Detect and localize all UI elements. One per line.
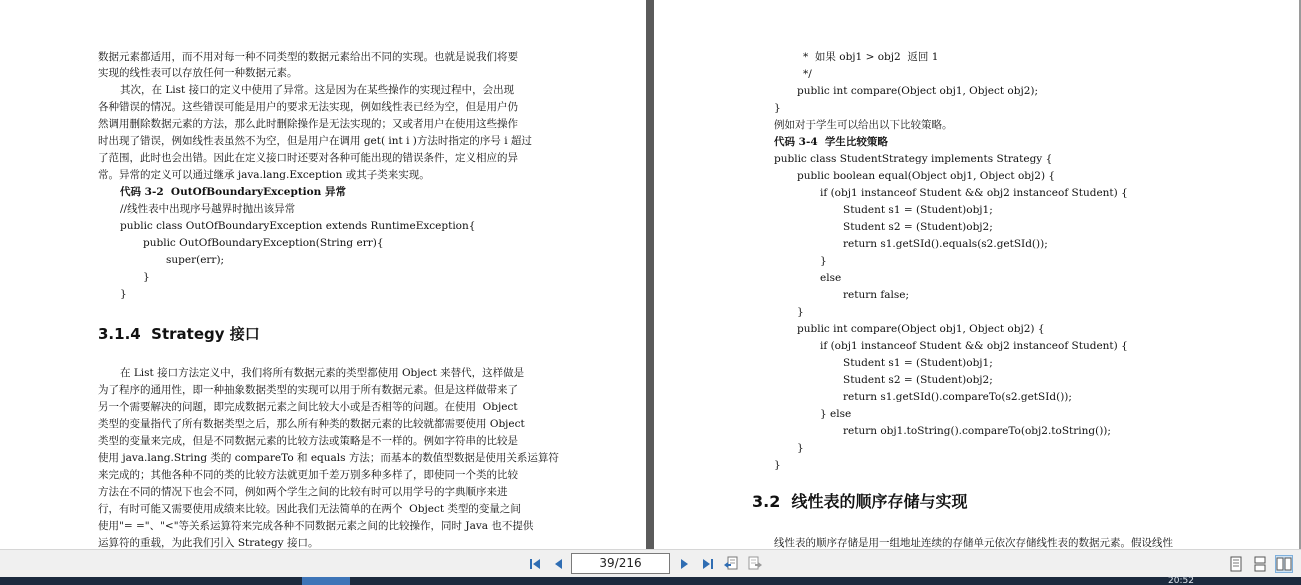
code-line: }	[820, 255, 827, 267]
single-page-view-icon[interactable]	[1227, 555, 1245, 573]
page-number-input[interactable]: 39/216	[571, 553, 670, 574]
body-text-line: 类型的变量来完成，但是不同数据元素的比较方法或策略是不一样的。例如字符串的比较是	[98, 435, 518, 447]
code-title: 代码 3-4 学生比较策略	[774, 136, 888, 148]
code-line: }	[774, 459, 781, 471]
code-line: } else	[820, 408, 852, 420]
code-line: public OutOfBoundaryException(String err){	[143, 237, 384, 249]
body-text-line: 然调用删除数据元素的方法，那么此时删除操作是无法实现的；又或者用户在使用这些操作	[98, 118, 518, 130]
body-text-line: 线性表的顺序存储是用一组地址连续的存储单元依次存储线性表的数据元素。假设线性	[774, 537, 1173, 549]
next-page-icon[interactable]	[675, 555, 693, 573]
go-back-icon[interactable]	[722, 555, 740, 573]
go-forward-icon[interactable]	[746, 555, 764, 573]
code-line: return false;	[843, 289, 909, 301]
first-page-icon[interactable]	[526, 555, 544, 573]
page-gutter	[646, 0, 654, 549]
body-text-line: 为了程序的通用性，即一种抽象数据类型的实现可以用于所有数据元素。但是这样做带来了	[98, 384, 518, 396]
code-line: return obj1.toString().compareTo(obj2.toString());	[843, 425, 1111, 437]
code-line: Student s2 = (Student)obj2;	[843, 221, 993, 233]
code-line: }	[143, 271, 150, 283]
code-line: }	[797, 442, 804, 454]
body-text-line: 各种错误的情况。这些错误可能是用户的要求无法实现，例如线性表已经为空，但是用户仍	[98, 101, 518, 113]
taskbar-clock: 20:52	[1168, 576, 1194, 585]
body-text-line: 其次，在 List 接口的定义中使用了异常。这是因为在某些操作的实现过程中，会出现	[120, 84, 515, 96]
body-text-line: 方法在不同的情况下也会不同，例如两个学生之间的比较有时可以用学号的字典顺序来进	[98, 486, 508, 498]
navigation-toolbar	[0, 549, 1301, 577]
code-line: //线性表中出现序号越界时抛出该异常	[120, 203, 296, 215]
code-line: Student s1 = (Student)obj1;	[843, 204, 993, 216]
body-text-line: 实现的线性表可以存放任何一种数据元素。	[98, 67, 298, 79]
code-line: public boolean equal(Object obj1, Object obj2) {	[797, 170, 1056, 182]
code-line: return s1.getSId().compareTo(s2.getSId());	[843, 391, 1072, 403]
taskbar	[0, 577, 1301, 585]
code-line: if (obj1 instanceof Student && obj2 instanceof Student) {	[820, 187, 1128, 199]
right-page	[654, 0, 1301, 549]
body-text-line: 时出现了错误，例如线性表虽然不为空，但是用户在调用 get( int i )方法时指定的序号 i 超过	[98, 135, 532, 147]
previous-page-icon[interactable]	[550, 555, 568, 573]
body-text-line: 使用 java.lang.String 类的 compareTo 和 equals 方法；而基本的数值型数据是使用关系运算符	[98, 452, 559, 464]
section-heading: 3.2 线性表的顺序存储与实现	[752, 492, 968, 511]
last-page-icon[interactable]	[699, 555, 717, 573]
body-text-line: 例如对于学生可以给出以下比较策略。	[774, 119, 953, 131]
body-text-line: 行，有时可能又需要使用成绩来比较。因此我们无法简单的在两个 Object 类型的变量之间	[98, 503, 521, 515]
code-line: else	[820, 272, 842, 284]
body-text-line: 数据元素都适用，而不用对每一种不同类型的数据元素给出不同的实现。也就是说我们将要	[98, 51, 518, 63]
code-line: }	[797, 306, 804, 318]
code-line: public class StudentStrategy implements Strategy {	[774, 153, 1053, 165]
code-line: super(err);	[166, 254, 225, 266]
section-heading: 3.1.4 Strategy 接口	[98, 325, 260, 343]
taskbar-active-app[interactable]	[302, 577, 350, 585]
body-text-line: 在 List 接口方法定义中，我们将所有数据元素的类型都使用 Object 来替代，这样做是	[120, 367, 525, 379]
code-line: * 如果 obj1 > obj2 返回 1	[803, 51, 939, 63]
code-line: Student s1 = (Student)obj1;	[843, 357, 993, 369]
body-text-line: 常。异常的定义可以通过继承 java.lang.Exception 或其子类来实现。	[98, 169, 430, 181]
two-page-view-icon[interactable]	[1275, 555, 1293, 573]
body-text-line: 来完成的；其他各种不同的类的比较方法就更加千差万别多种多样了，即使同一个类的比较	[98, 469, 518, 481]
body-text-line: 使用"= ="、"<"等关系运算符来完成各种不同数据元素之间的比较操作，同时 Java 也不提供	[98, 520, 534, 532]
body-text-line: 了范围，此时也会出错。因此在定义接口时还要对各种可能出现的错误条件，定义相应的异	[98, 152, 518, 164]
code-line: }	[774, 102, 781, 114]
code-line: public class OutOfBoundaryException extends RuntimeException{	[120, 220, 476, 232]
code-title: 代码 3-2 OutOfBoundaryException 异常	[120, 186, 346, 198]
code-line: return s1.getSId().equals(s2.getSId());	[843, 238, 1048, 250]
code-line: if (obj1 instanceof Student && obj2 instanceof Student) {	[820, 340, 1128, 352]
code-line: public int compare(Object obj1, Object obj2) {	[797, 323, 1045, 335]
code-line: Student s2 = (Student)obj2;	[843, 374, 993, 386]
left-page	[0, 0, 646, 549]
body-text-line: 运算符的重载，为此我们引入 Strategy 接口。	[98, 537, 319, 549]
body-text-line: 另一个需要解决的问题，即完成数据元素之间比较大小或是否相等的问题。在使用 Object	[98, 401, 518, 413]
code-line: }	[120, 288, 127, 300]
code-line: public int compare(Object obj1, Object obj2);	[797, 85, 1039, 97]
body-text-line: 类型的变量指代了所有数据类型之后，那么所有种类的数据元素的比较就都需要使用 Object	[98, 418, 525, 430]
code-line: */	[803, 68, 812, 80]
continuous-view-icon[interactable]	[1251, 555, 1269, 573]
